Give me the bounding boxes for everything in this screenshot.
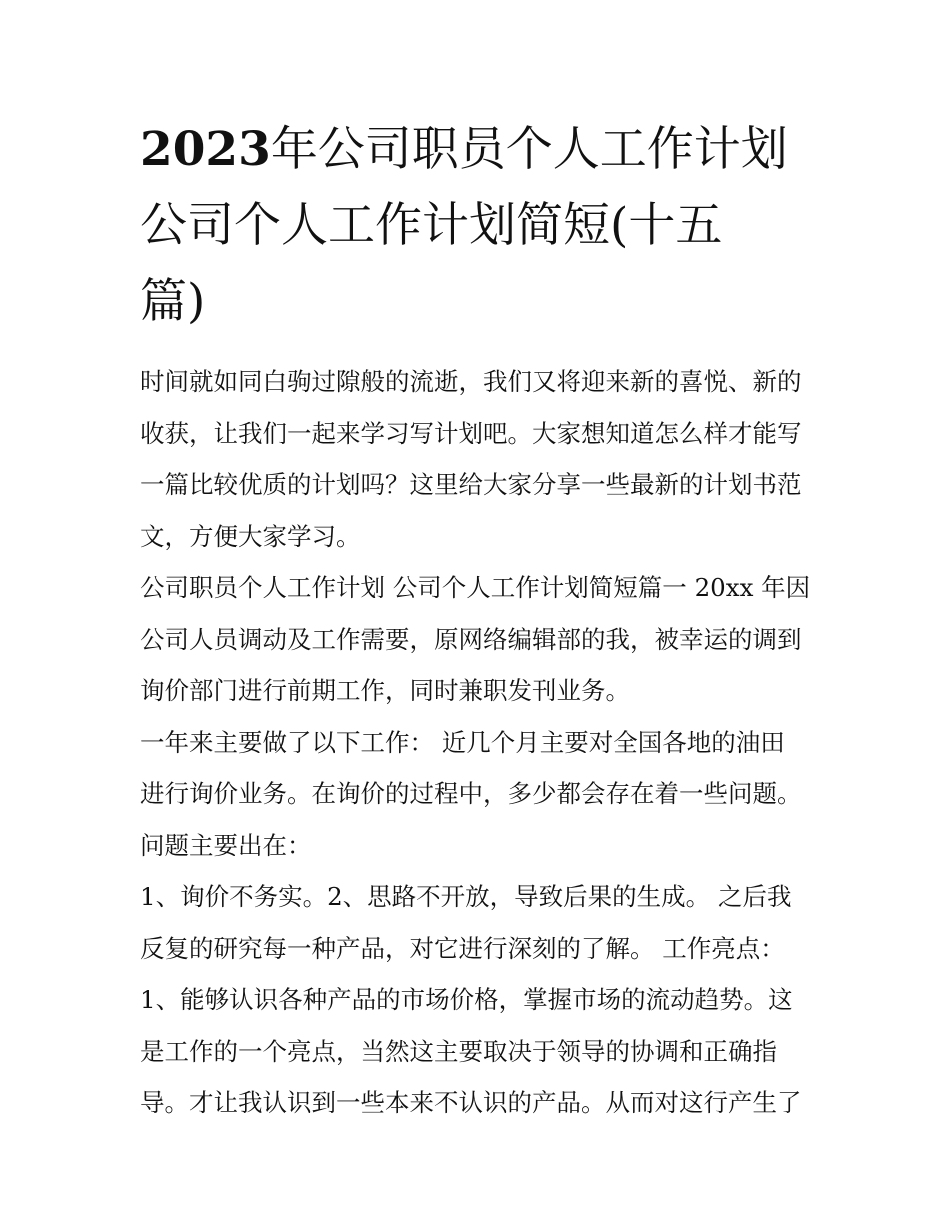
title-line-2: 公司个人工作计划简短(十五 <box>140 198 723 253</box>
body-line: 一年来主要做了以下工作： 近几个月主要对全国各地的油田 <box>140 727 785 757</box>
body-line: 一篇比较优质的计划吗？这里给大家分享一些最新的计划书范 <box>140 470 802 499</box>
title-line-3: 篇) <box>140 274 206 329</box>
body-line: 公司职员个人工作计划 公司个人工作计划简短篇一 20xx 年因 <box>140 573 811 602</box>
body-line: 进行询价业务。在询价的过程中，多少都会存在着一些问题。 <box>140 779 802 808</box>
title-line-1-text: 年公司职员个人工作计划 <box>270 122 788 177</box>
body-line: 导。才让我认识到一些本来不认识的产品。从而对这行产生了 <box>140 1088 802 1117</box>
document-body <box>140 356 815 1129</box>
body-line: 时间就如同白驹过隙般的流逝，我们又将迎来新的喜悦、新的 <box>140 367 802 396</box>
title-line-1 <box>140 112 820 188</box>
title-year: 2023 <box>140 122 271 177</box>
body-line: 公司人员调动及工作需要，原网络编辑部的我，被幸运的调到 <box>140 624 802 654</box>
body-line: 反复的研究每一种产品，对它进行深刻的了解。 工作亮点： <box>140 933 785 963</box>
body-line: 文，方便大家学习。 <box>140 521 361 551</box>
body-line: 收获，让我们一起来学习写计划吧。大家想知道怎么样才能写 <box>140 418 802 448</box>
document-title <box>140 112 820 340</box>
body-line: 问题主要出在： <box>140 830 312 860</box>
body-line: 是工作的一个亮点，当然这主要取决于领导的协调和正确指 <box>140 1036 777 1066</box>
body-line: 1、能够认识各种产品的市场价格，掌握市场的流动趋势。这 <box>140 985 793 1014</box>
body-line: 1、询价不务实。2、思路不开放，导致后果的生成。 之后我 <box>140 882 792 911</box>
body-line: 询价部门进行前期工作，同时兼职发刊业务。 <box>140 676 630 705</box>
